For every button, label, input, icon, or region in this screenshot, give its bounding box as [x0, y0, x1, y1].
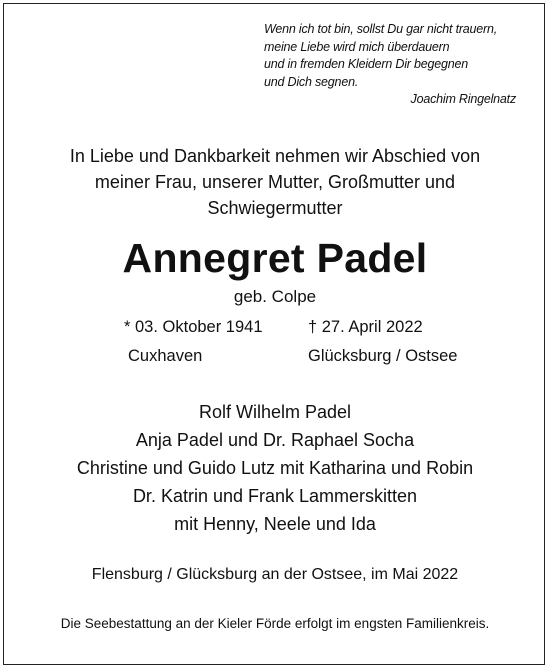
mourner-line: mit Henny, Neele und Ida: [174, 514, 376, 534]
poem-line: meine Liebe wird mich überdauern: [264, 39, 450, 54]
death-date: † 27. April 2022: [308, 318, 423, 336]
mourners-list: [20, 398, 530, 538]
intro-line: meiner Frau, unserer Mutter, Großmutter und: [94, 172, 456, 192]
place-and-date: Flensburg / Glücksburg an der Ostsee, im Mai 2022: [91, 566, 459, 583]
deceased-name: Annegret Padel: [122, 235, 428, 281]
poem-author: Joachim Ringelnatz: [410, 92, 516, 106]
poem-line: Wenn ich tot bin, sollst Du gar nicht trauern,: [264, 22, 498, 36]
maiden-name: geb. Colpe: [233, 287, 317, 306]
birth-date: * 03. Oktober 1941: [124, 318, 263, 336]
mourner-line: Rolf Wilhelm Padel: [198, 402, 352, 422]
mourner-line: Dr. Katrin und Frank Lammerskitten: [132, 486, 418, 506]
farewell-intro: [20, 143, 530, 221]
poem-quote: [264, 21, 520, 109]
poem-line: und Dich segnen.: [264, 74, 359, 89]
mourner-line: Christine und Guido Lutz mit Katharina und Robin: [76, 458, 474, 478]
burial-note: Die Seebestattung an der Kieler Förde erfolgt im engsten Familienkreis.: [60, 616, 490, 631]
intro-line: Schwiegermutter: [207, 198, 343, 218]
birth-place: Cuxhaven: [128, 347, 203, 365]
poem-line: und in fremden Kleidern Dir begegnen: [264, 57, 469, 71]
intro-line: In Liebe und Dankbarkeit nehmen wir Abschied von: [69, 146, 481, 166]
death-place: Glücksburg / Ostsee: [308, 347, 458, 365]
mourner-line: Anja Padel und Dr. Raphael Socha: [135, 430, 415, 450]
